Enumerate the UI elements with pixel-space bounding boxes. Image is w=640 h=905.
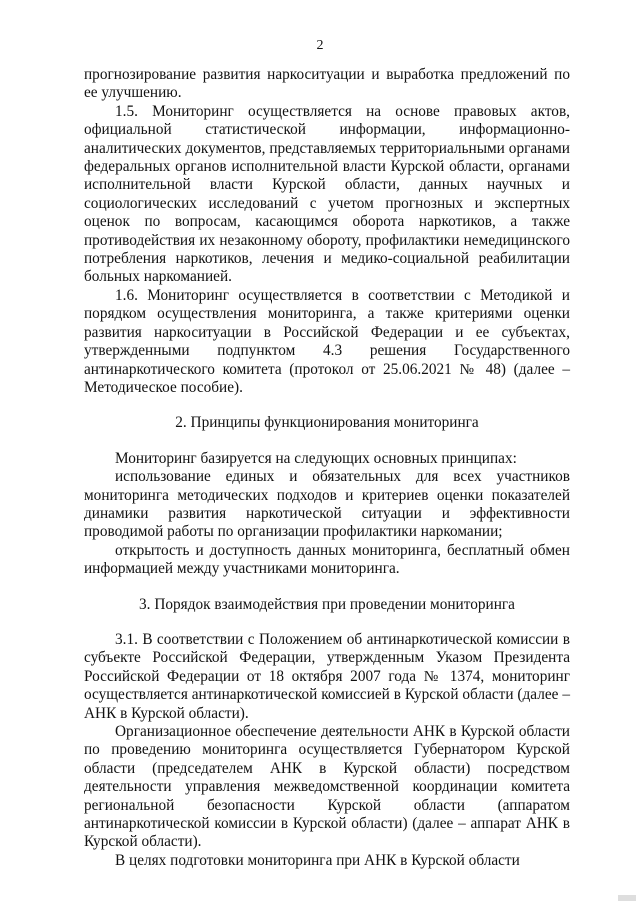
section-heading-interaction: 3. Порядок взаимодействия при проведении мониторинга: [139, 595, 515, 613]
section-heading-principles: 2. Принципы функционирования мониторинга: [175, 414, 479, 432]
paragraph-1-6: 1.6. Мониторинг осуществляется в соответствии с Методикой и порядком осуществления мониторинга, а также критериями оценки развития наркоситуации в Российской Федерации и ее субъектах, утвержденными подпунктом 4.3 решения Государственного антинаркотического комитета (протокол от 25.06.2021 № 48) (далее – Методическое пособие).: [84, 286, 570, 396]
paragraph-organizational-support: Организационное обеспечение деятельности АНК в Курской области по проведению мониторинга осуществляется Губернатором Курской области (председателем АНК в Курской области) посредством деятельности управления межведомственной координации комитета региональной безопасности Курской области (аппаратом антинаркотической комиссии в Курской области) (далее – аппарат АНК в Курской области).: [84, 723, 570, 851]
page-number: 2: [316, 38, 324, 53]
paragraph-1-5: 1.5. Мониторинг осуществляется на основе правовых актов, официальной статистической информации, информационно-аналитических документов, представляемых территориальными органами федеральных органов исполнительной власти Курской области, органами исполнительной власти Курской области, данных научных и социологических исследований с учетом прогнозных и экспертных оценок по вопросам, касающимся оборота наркотиков, а также противодействия их незаконному обороту, профилактики немедицинского потребления наркотиков, лечения и медико-социальной реабилитации больных наркоманией.: [84, 102, 570, 286]
paragraph-principles-intro: Мониторинг базируется на следующих основных принципах:: [115, 449, 517, 467]
paragraph-principle-openness: открытость и доступность данных мониторинга, бесплатный обмен информацией между участниками мониторинга.: [84, 541, 570, 578]
document-body: [84, 66, 570, 870]
paragraph-principle-unified: использование единых и обязательных для всех участников мониторинга методических подходов и критериев оценки показателей динамики развития наркотической ситуации и эффективности проводимой работы по организации профилактики наркомании;: [84, 468, 570, 541]
paragraph-continuation: прогнозирование развития наркоситуации и выработка предложений по ее улучшению.: [84, 66, 570, 102]
paragraph-preparation: В целях подготовки мониторинга при АНК в Курской области: [115, 851, 520, 869]
scan-artifact: [618, 895, 636, 901]
paragraph-3-1: 3.1. В соответствии с Положением об антинаркотической комиссии в субъекте Российской Федерации, утвержденным Указом Президента Российской Федерации от 18 октября 2007 года № 1374, мониторинг осуществляется антинаркотической комиссией в Курской области (далее – АНК в Курской области).: [84, 630, 570, 722]
